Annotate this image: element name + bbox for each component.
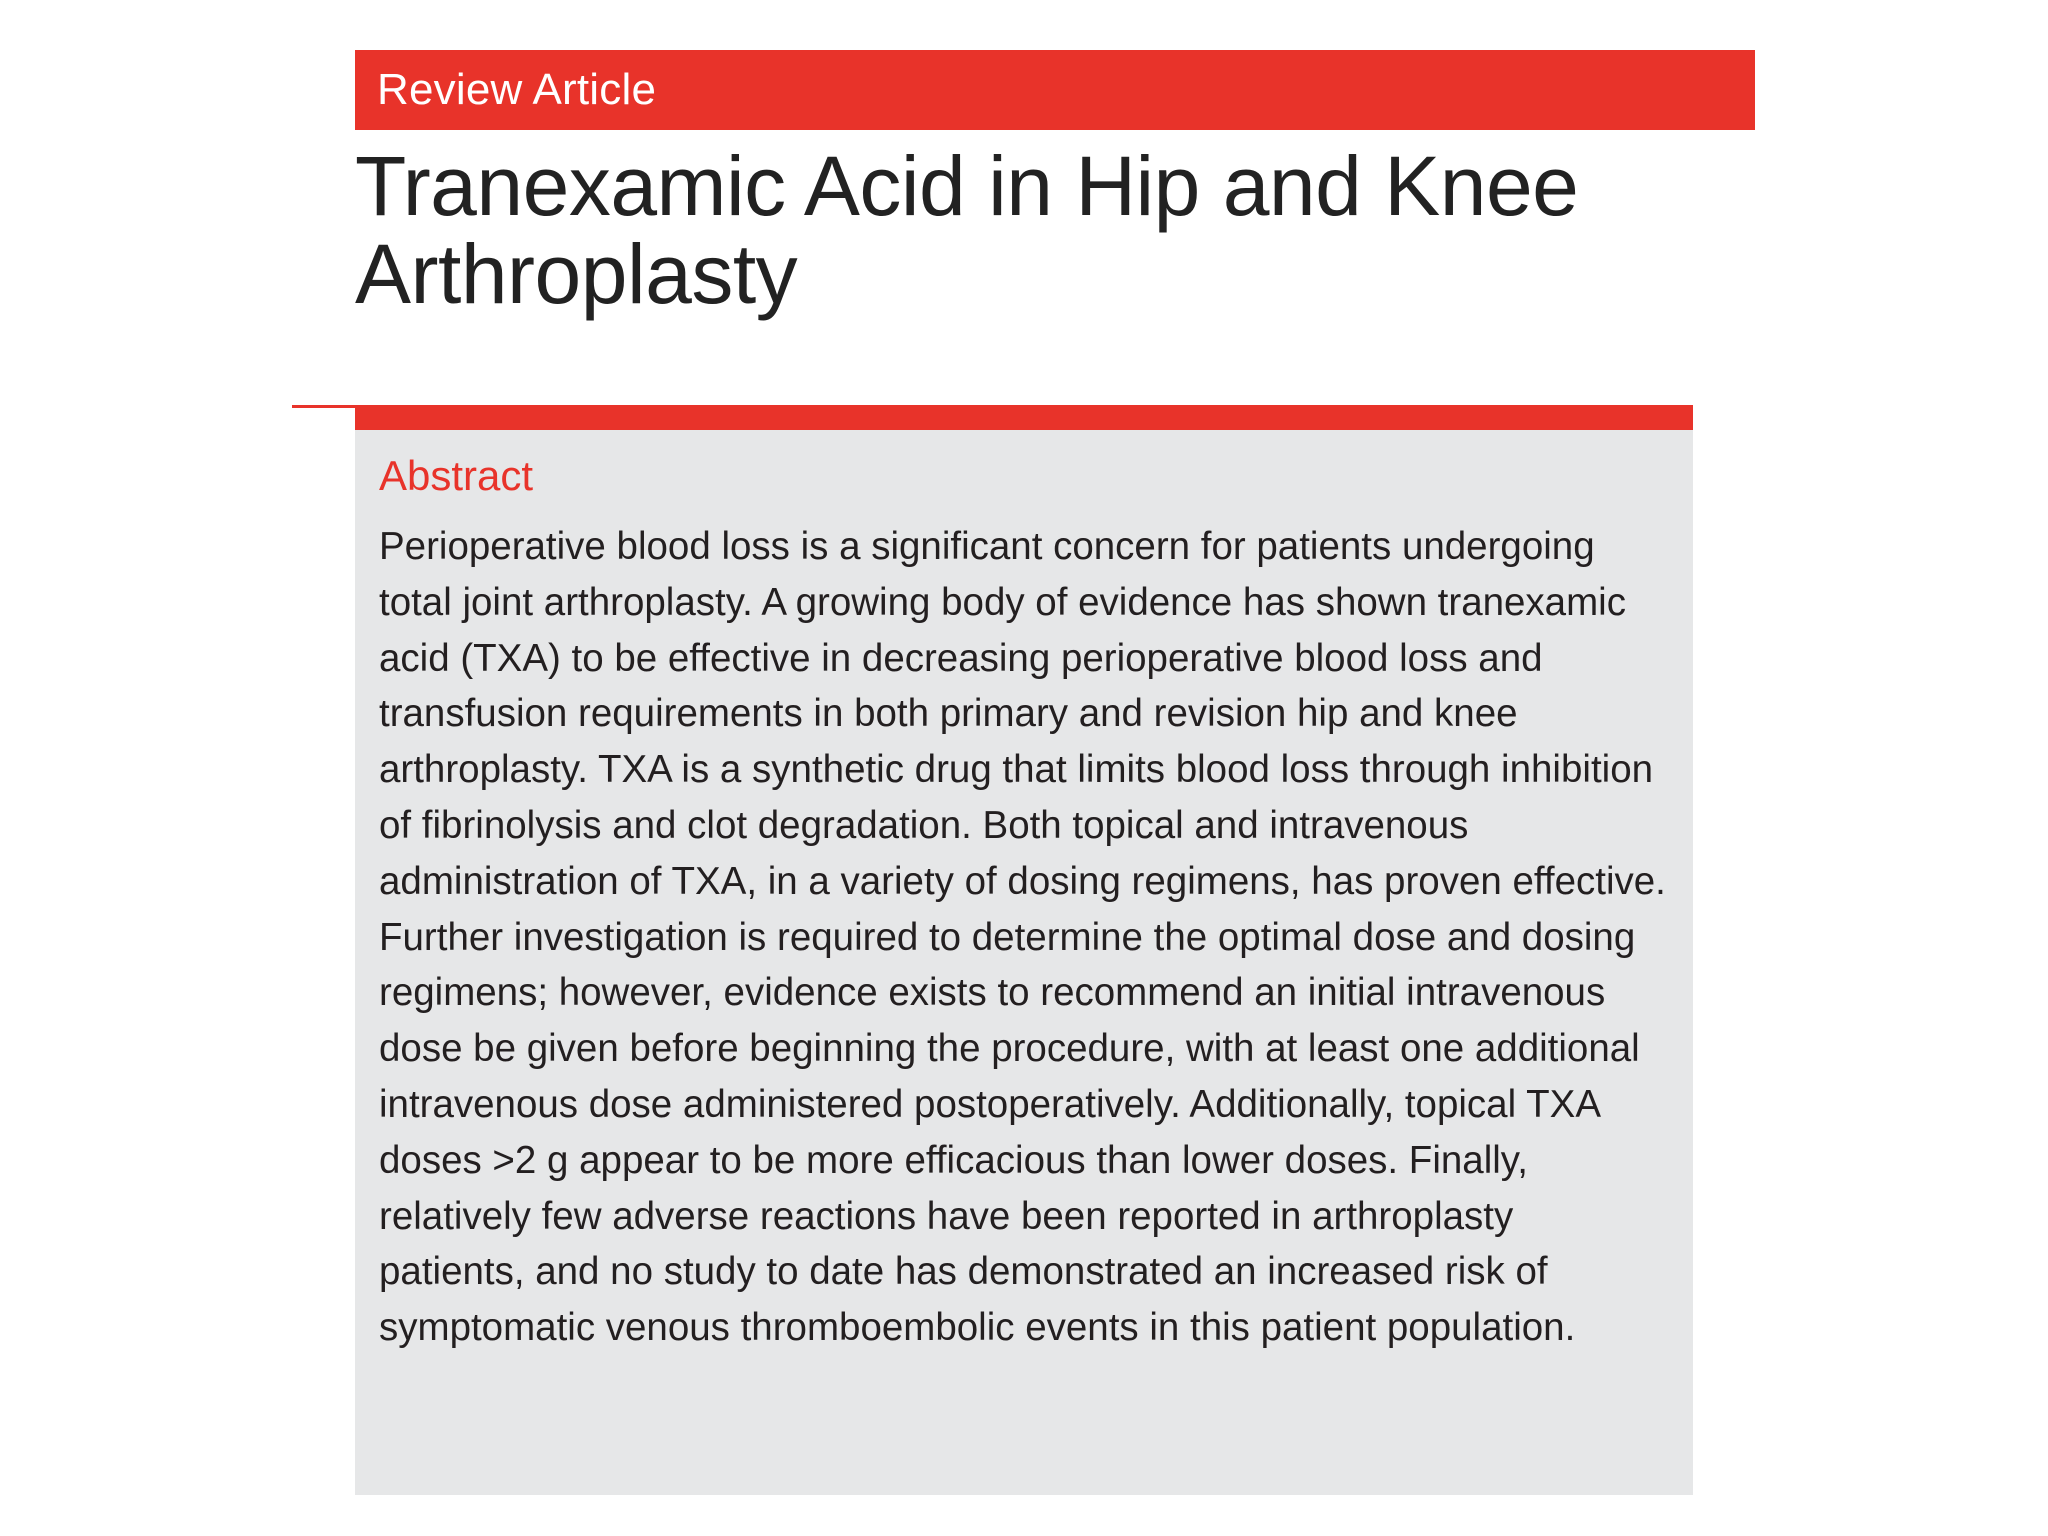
article-type-banner bbox=[355, 50, 1755, 130]
abstract-section bbox=[355, 405, 1693, 1495]
article-title: Tranexamic Acid in Hip and Knee Arthroplasty bbox=[355, 139, 1579, 321]
abstract-heading: Abstract bbox=[379, 452, 534, 499]
accent-divider bbox=[292, 405, 357, 408]
abstract-body: Perioperative blood loss is a significant concern for patients undergoing total joint arthroplasty. A growing body of evidence has shown tranexamic acid (TXA) to be effective in decreasing perioperative blood loss and transfusion requirements in both primary and revision hip and knee arthroplasty. TXA is a synthetic drug that limits blood loss through inhibition of fibrinolysis and clot degradation. Both topical and intravenous administration of TXA, in a variety of dosing regimens, has proven effective. Further investigation is required to determine the optimal dose and dosing regimens; however, evidence exists to recommend an initial intravenous dose be given before beginning the procedure, with at least one additional intravenous dose administered postoperatively. Additionally, topical TXA doses >2 g appear to be more efficacious than lower doses. Finally, relatively few adverse reactions have been reported in arthroplasty patients, and no study to date has demonstrated an increased risk of symptomatic venous thromboembolic events in this patient population. bbox=[379, 525, 1666, 1350]
article-type-label: Review Article bbox=[377, 65, 657, 114]
